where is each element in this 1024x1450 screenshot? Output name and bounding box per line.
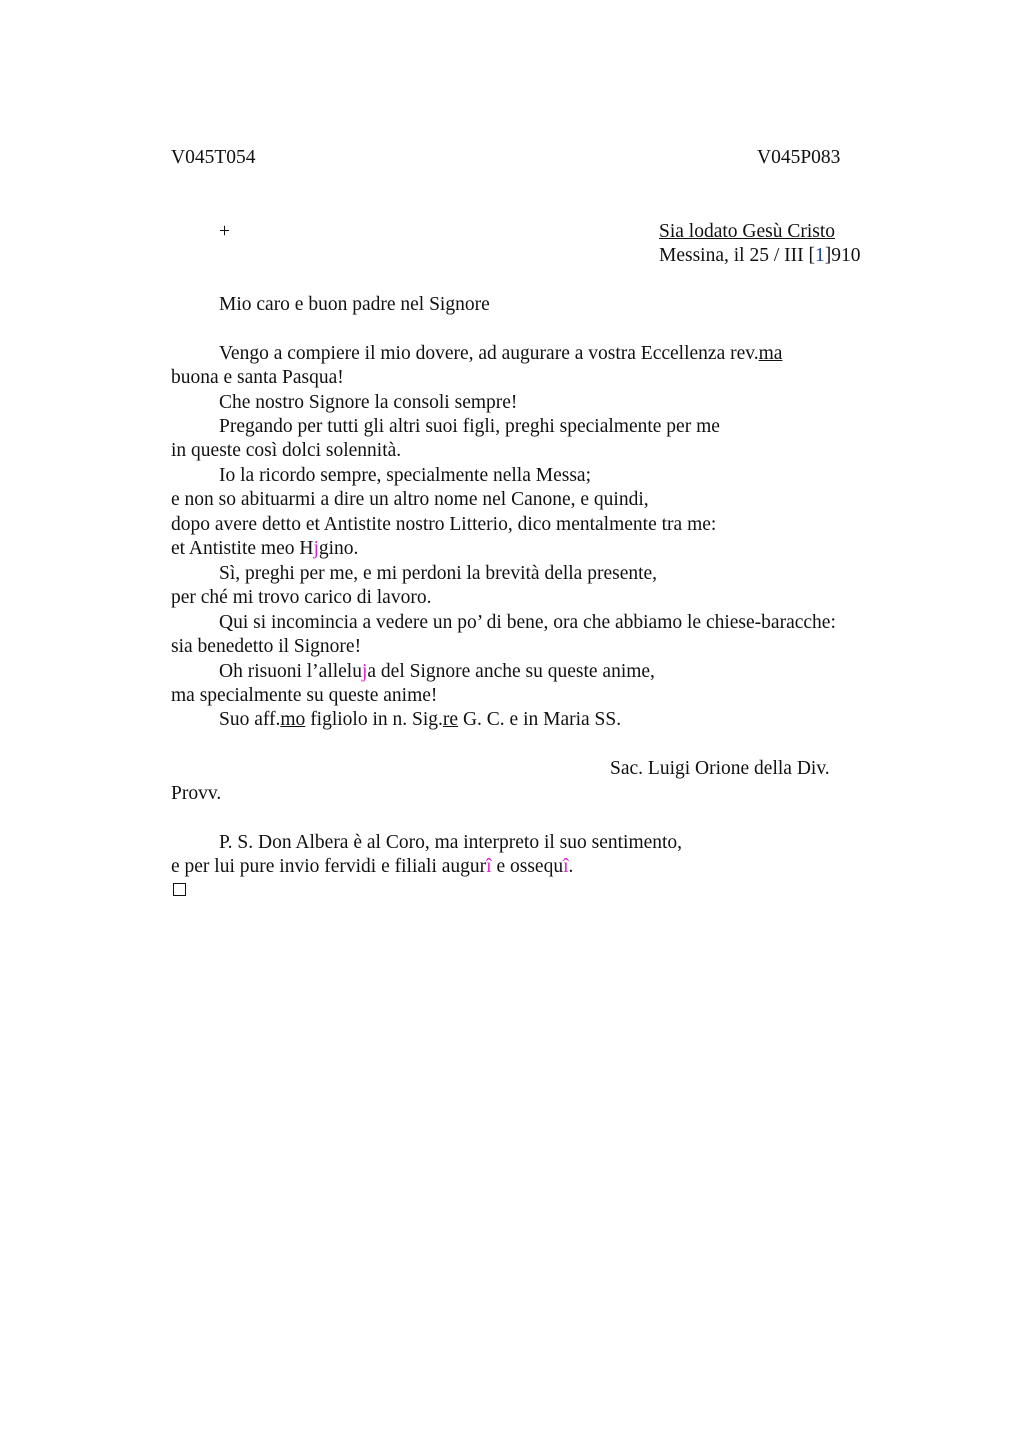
- date-bracket-digit: 1: [814, 245, 825, 266]
- body-text: et Antistite meo H: [171, 538, 314, 559]
- body-line: [219, 660, 655, 684]
- body-line: Che nostro Signore la consoli sempre!: [219, 392, 518, 413]
- end-marker-box: [173, 883, 186, 896]
- salutation: Mio caro e buon padre nel Signore: [219, 294, 490, 315]
- document-code-right: V045P083: [757, 147, 841, 168]
- body-line: e non so abituarmi a dire un altro nome nel Canone, e quindi,: [171, 489, 649, 510]
- date-suffix: ]910: [824, 245, 861, 266]
- body-text: gino.: [318, 538, 359, 559]
- abbreviation-superscript: re: [442, 709, 459, 730]
- body-text: .: [568, 856, 574, 877]
- body-text: a del Signore anche su queste anime,: [367, 661, 655, 682]
- signature-line: Provv.: [171, 783, 222, 804]
- body-line: in queste così dolci solennità.: [171, 440, 402, 461]
- abbreviation-superscript: mo: [280, 709, 306, 730]
- body-line: [171, 537, 358, 561]
- body-text: e ossequ: [491, 856, 564, 877]
- highlighted-letter: î: [563, 856, 569, 877]
- body-line: [219, 342, 782, 366]
- body-line: Io la ricordo sempre, specialmente nella Messa;: [219, 465, 591, 486]
- abbreviation-superscript: ma: [758, 343, 783, 364]
- signature-line: Sac. Luigi Orione della Div.: [610, 758, 830, 779]
- body-line: ma specialmente su queste anime!: [171, 685, 438, 706]
- highlighted-letter: î: [486, 856, 492, 877]
- highlighted-letter: j: [313, 538, 319, 559]
- body-line: sia benedetto il Signore!: [171, 636, 362, 657]
- place-date: [659, 244, 860, 268]
- body-line: buona e santa Pasqua!: [171, 367, 344, 388]
- body-text: G. C. e in Maria SS.: [458, 709, 622, 730]
- cross-mark: +: [219, 221, 230, 242]
- body-text: Suo aff.: [219, 709, 281, 730]
- body-text: Vengo a compiere il mio dovere, ad augurare a vostra Eccellenza rev.: [219, 343, 759, 364]
- body-text: e per lui pure invio fervidi e filiali augur: [171, 856, 487, 877]
- invocation: Sia lodato Gesù Cristo: [659, 221, 836, 242]
- body-text: Oh risuoni l’allelu: [219, 661, 362, 682]
- date-prefix: Messina, il 25 / III [: [659, 245, 815, 266]
- postscript-line: P. S. Don Albera è al Coro, ma interpreto il suo sentimento,: [219, 832, 683, 853]
- body-line: [219, 708, 621, 732]
- document-code-left: V045T054: [171, 147, 256, 168]
- body-line: dopo avere detto et Antistite nostro Litterio, dico mentalmente tra me:: [171, 514, 717, 535]
- postscript-line: [171, 855, 573, 879]
- body-line: Sì, preghi per me, e mi perdoni la brevità della presente,: [219, 563, 658, 584]
- body-text: figliolo in n. Sig.: [305, 709, 443, 730]
- body-line: Pregando per tutti gli altri suoi figli, preghi specialmente per me: [219, 416, 720, 437]
- highlighted-letter: j: [361, 661, 368, 682]
- body-line: per ché mi trovo carico di lavoro.: [171, 587, 432, 608]
- body-line: Qui si incomincia a vedere un po’ di bene, ora che abbiamo le chiese-baracche:: [219, 612, 836, 633]
